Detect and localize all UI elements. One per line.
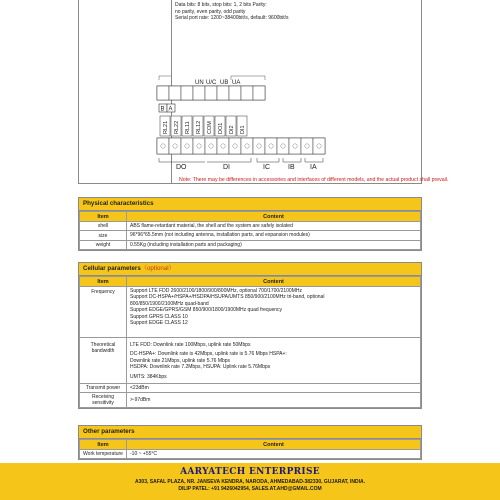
table-row <box>80 231 421 240</box>
top-label-ua: UA <box>232 80 241 86</box>
cellular-table <box>79 276 421 408</box>
transmit-item: Transmit power <box>80 384 127 393</box>
lower-terminal <box>229 138 241 154</box>
other-header-content: Content <box>127 440 421 450</box>
group-label-ic: IC <box>263 164 270 171</box>
table-row <box>80 240 421 249</box>
table-row <box>80 393 421 408</box>
relay-label: RL11 <box>185 121 191 134</box>
lower-terminal <box>205 138 217 154</box>
relay-label: RL22 <box>174 120 180 134</box>
table-row <box>80 384 421 393</box>
bandwidth-item-line: Theoretical <box>90 342 116 348</box>
other-table <box>79 439 421 459</box>
relay-label: RL21 <box>163 120 169 134</box>
frequency-content <box>127 287 421 338</box>
upper-terminal <box>169 86 181 100</box>
physical-header-content: Content <box>127 212 421 222</box>
upper-terminal <box>157 86 169 100</box>
ba-label-a: A <box>168 106 173 113</box>
serial-line-3: Serial port rate: 1200~38400bit/s, default: 9600bit/s <box>175 15 289 21</box>
upper-terminal <box>193 86 205 100</box>
upper-terminal-strip <box>157 76 265 100</box>
cellular-title-text: Cellular parameters <box>83 265 141 272</box>
lower-terminal <box>253 138 265 154</box>
interface-table <box>78 0 449 184</box>
other-section <box>78 425 422 460</box>
physical-content: 0.55Kg (including installation parts and packaging) <box>127 240 421 249</box>
group-label-di: DI <box>223 164 230 171</box>
table-row <box>80 287 421 338</box>
bandwidth-line: Downlink rate 21Mbps, uplink rate 5.76 Mbps <box>130 357 231 364</box>
cellular-header-item: Item <box>80 277 127 287</box>
physical-section <box>78 197 422 251</box>
relay-label: COM <box>207 121 213 134</box>
company-name: AARYATECH ENTERPRISE <box>180 467 320 477</box>
frequency-line: Support EDGE CLASS 12 <box>130 320 188 327</box>
group-label-do: DO <box>176 164 187 171</box>
lower-terminal <box>193 138 205 154</box>
frequency-line: Support GPRS CLASS 10 <box>130 313 188 320</box>
bandwidth-line: HSDPA: Downlink rate 7.2Mbps, HSUPA: Uplink rate 5.76Mbps <box>130 364 271 371</box>
upper-terminal <box>181 86 193 100</box>
product-note: Note: There may be differences in accessories and interfaces of different models, and the actual product shall prevail. <box>179 177 449 183</box>
frequency-line: 800/850/1900/2100MHz quad-band <box>130 300 209 307</box>
group-brackets <box>159 158 323 171</box>
lower-terminal <box>277 138 289 154</box>
other-header-item: Item <box>80 440 127 450</box>
group-label-ia: IA <box>310 164 317 171</box>
lower-terminal <box>301 138 313 154</box>
company-footer <box>0 463 500 500</box>
table-row <box>80 338 421 384</box>
upper-terminal <box>217 86 229 100</box>
frequency-item: Frequency <box>80 287 127 338</box>
company-contact: DILIP PATEL: +91 9426042954, SALES.AT.AHD@GMAIL.COM <box>178 486 322 492</box>
transmit-value: <23dBm <box>127 384 421 393</box>
cellular-header-content: Content <box>127 277 421 287</box>
relay-label: DI1 <box>240 125 246 134</box>
frequency-line: Support DC-HSPA+/HSPA+/HSDPA/HSUPA/UMTS 850/900/2100MHz tri-band, optional <box>130 294 325 301</box>
bandwidth-item <box>80 338 127 384</box>
frequency-line: Support LTE FDD 2600/2100/1800/900/800MHz, optional 700/1700/2100MHz <box>130 288 302 294</box>
lower-terminal <box>313 138 325 154</box>
lower-terminal-strip <box>157 138 325 154</box>
receiving-value: >-97dBm <box>127 393 421 408</box>
other-item: Work temperature <box>80 450 127 459</box>
top-label-un: UN <box>195 80 204 86</box>
physical-content: 96*96*65.5mm (not including antenna, installation parts, and expansion modules) <box>127 231 421 240</box>
top-label-ub: UB <box>220 80 229 86</box>
receiving-item-line: sensitivity <box>92 400 114 407</box>
physical-content: ABS flame-retardant material, the shell and the system are safely isolated <box>127 222 421 231</box>
other-title: Other parameters <box>79 426 421 439</box>
cellular-title-optional: （optional） <box>140 265 175 272</box>
lower-terminal <box>241 138 253 154</box>
serial-line-1: Data bits: 8 bits, stop bits: 1, 2 bits Parity: <box>175 2 267 8</box>
relay-label: RL12 <box>196 120 202 134</box>
lower-terminal <box>289 138 301 154</box>
receiving-item-line: Receiving <box>92 394 114 401</box>
relay-label: DI2 <box>229 125 235 134</box>
serial-line-2: no parity, even parity, odd parity <box>175 8 246 15</box>
lower-terminal <box>265 138 277 154</box>
bandwidth-line: DC-HSPA+: Downlink rate is 42Mbps, uplink rate is 5.76 Mbps HSPA+: <box>130 351 287 358</box>
upper-terminal <box>229 86 241 100</box>
ba-terminals <box>159 104 175 113</box>
table-row <box>80 450 421 459</box>
upper-terminal <box>205 86 217 100</box>
physical-item: size <box>80 231 127 240</box>
bandwidth-line: LTE FDD: Downlink rate 100Mbps, uplink rate 50Mbps <box>130 342 251 348</box>
upper-terminal <box>241 86 253 100</box>
bandwidth-item-line: bandwidth <box>91 348 115 354</box>
terminal-diagram <box>79 0 423 184</box>
frequency-line: Support EDGE/GPRS/GSM 850/900/1800/1900MHz quad frequency <box>130 307 283 314</box>
table-row <box>80 222 421 231</box>
bandwidth-content <box>127 338 421 384</box>
top-label-uc: U/C <box>206 80 217 86</box>
physical-header-item: Item <box>80 212 127 222</box>
group-label-ib: IB <box>288 164 295 171</box>
ba-label-b: B <box>160 106 165 113</box>
upper-terminal <box>253 86 265 100</box>
cellular-title <box>79 263 421 276</box>
bandwidth-line: UMTS: 384Kbps <box>130 373 167 380</box>
other-content: -10 ~ +55°C <box>127 450 421 459</box>
receiving-item <box>80 393 127 408</box>
lower-terminal <box>169 138 181 154</box>
relay-labels <box>160 116 247 136</box>
relay-label: DO1 <box>218 122 224 134</box>
company-address: A303, SAFAL PLAZA, NR. JANSEVA KENDRA, NARODA, AHMEDABAD-382330, GUJARAT, INDIA. <box>135 479 365 485</box>
physical-item: shell <box>80 222 127 231</box>
lower-terminal <box>181 138 193 154</box>
lower-terminal <box>217 138 229 154</box>
cellular-section <box>78 262 422 409</box>
physical-table <box>79 211 421 250</box>
physical-title: Physical characteristics <box>79 198 421 211</box>
lower-terminal <box>157 138 169 154</box>
physical-item: weight <box>80 240 127 249</box>
